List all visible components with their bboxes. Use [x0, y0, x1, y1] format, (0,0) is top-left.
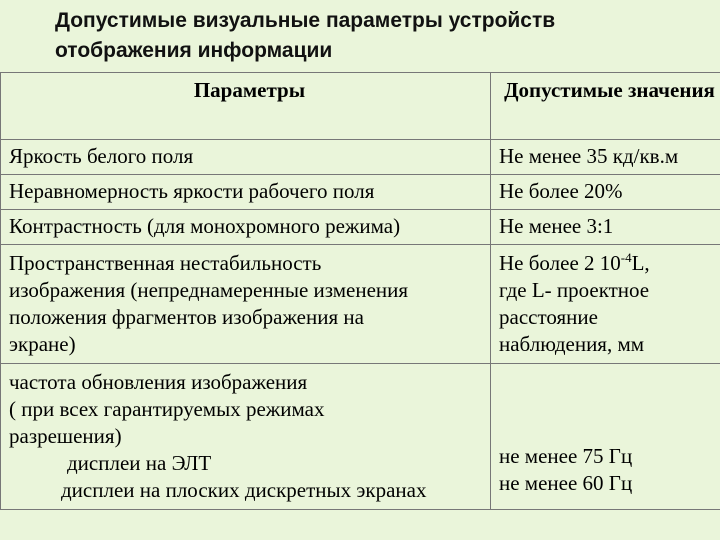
value-cell: Не менее 3:1: [491, 210, 720, 245]
param-cell: Яркость белого поля: [1, 140, 491, 175]
slide-title: Допустимые визуальные параметры устройств отображения информации: [55, 9, 556, 62]
value-cell: Не более 2 $10^{-4}L$, где L- проектное расстояние наблюдения, мм: [491, 245, 720, 364]
table-row: [1, 140, 720, 175]
table-row: [1, 245, 720, 364]
param-cell: Неравномерность яркости рабочего поля: [1, 175, 491, 210]
header-allowed-values: Допустимые значения: [491, 73, 720, 140]
value-cell: не менее 75 Гц не менее 60 Гц: [491, 364, 720, 510]
table-row: [1, 175, 720, 210]
parameters-table: [0, 72, 720, 510]
table-header-row: [1, 73, 720, 140]
header-parameters: Параметры: [1, 73, 491, 140]
table-row: [1, 364, 720, 510]
value-cell: Не более 20%: [491, 175, 720, 210]
param-cell: Пространственная нестабильность изображения (непреднамеренные изменения положения фрагментов изображения на экране): [1, 245, 491, 364]
param-cell: частота обновления изображения ( при всех гарантируемых режимах разрешения) дисплеи на ЭЛТ дисплеи на плоских дискретных экранах: [1, 364, 491, 510]
table-row: [1, 210, 720, 245]
value-cell: Не менее 35 кд/кв.м: [491, 140, 720, 175]
param-cell: Контрастность (для монохромного режима): [1, 210, 491, 245]
